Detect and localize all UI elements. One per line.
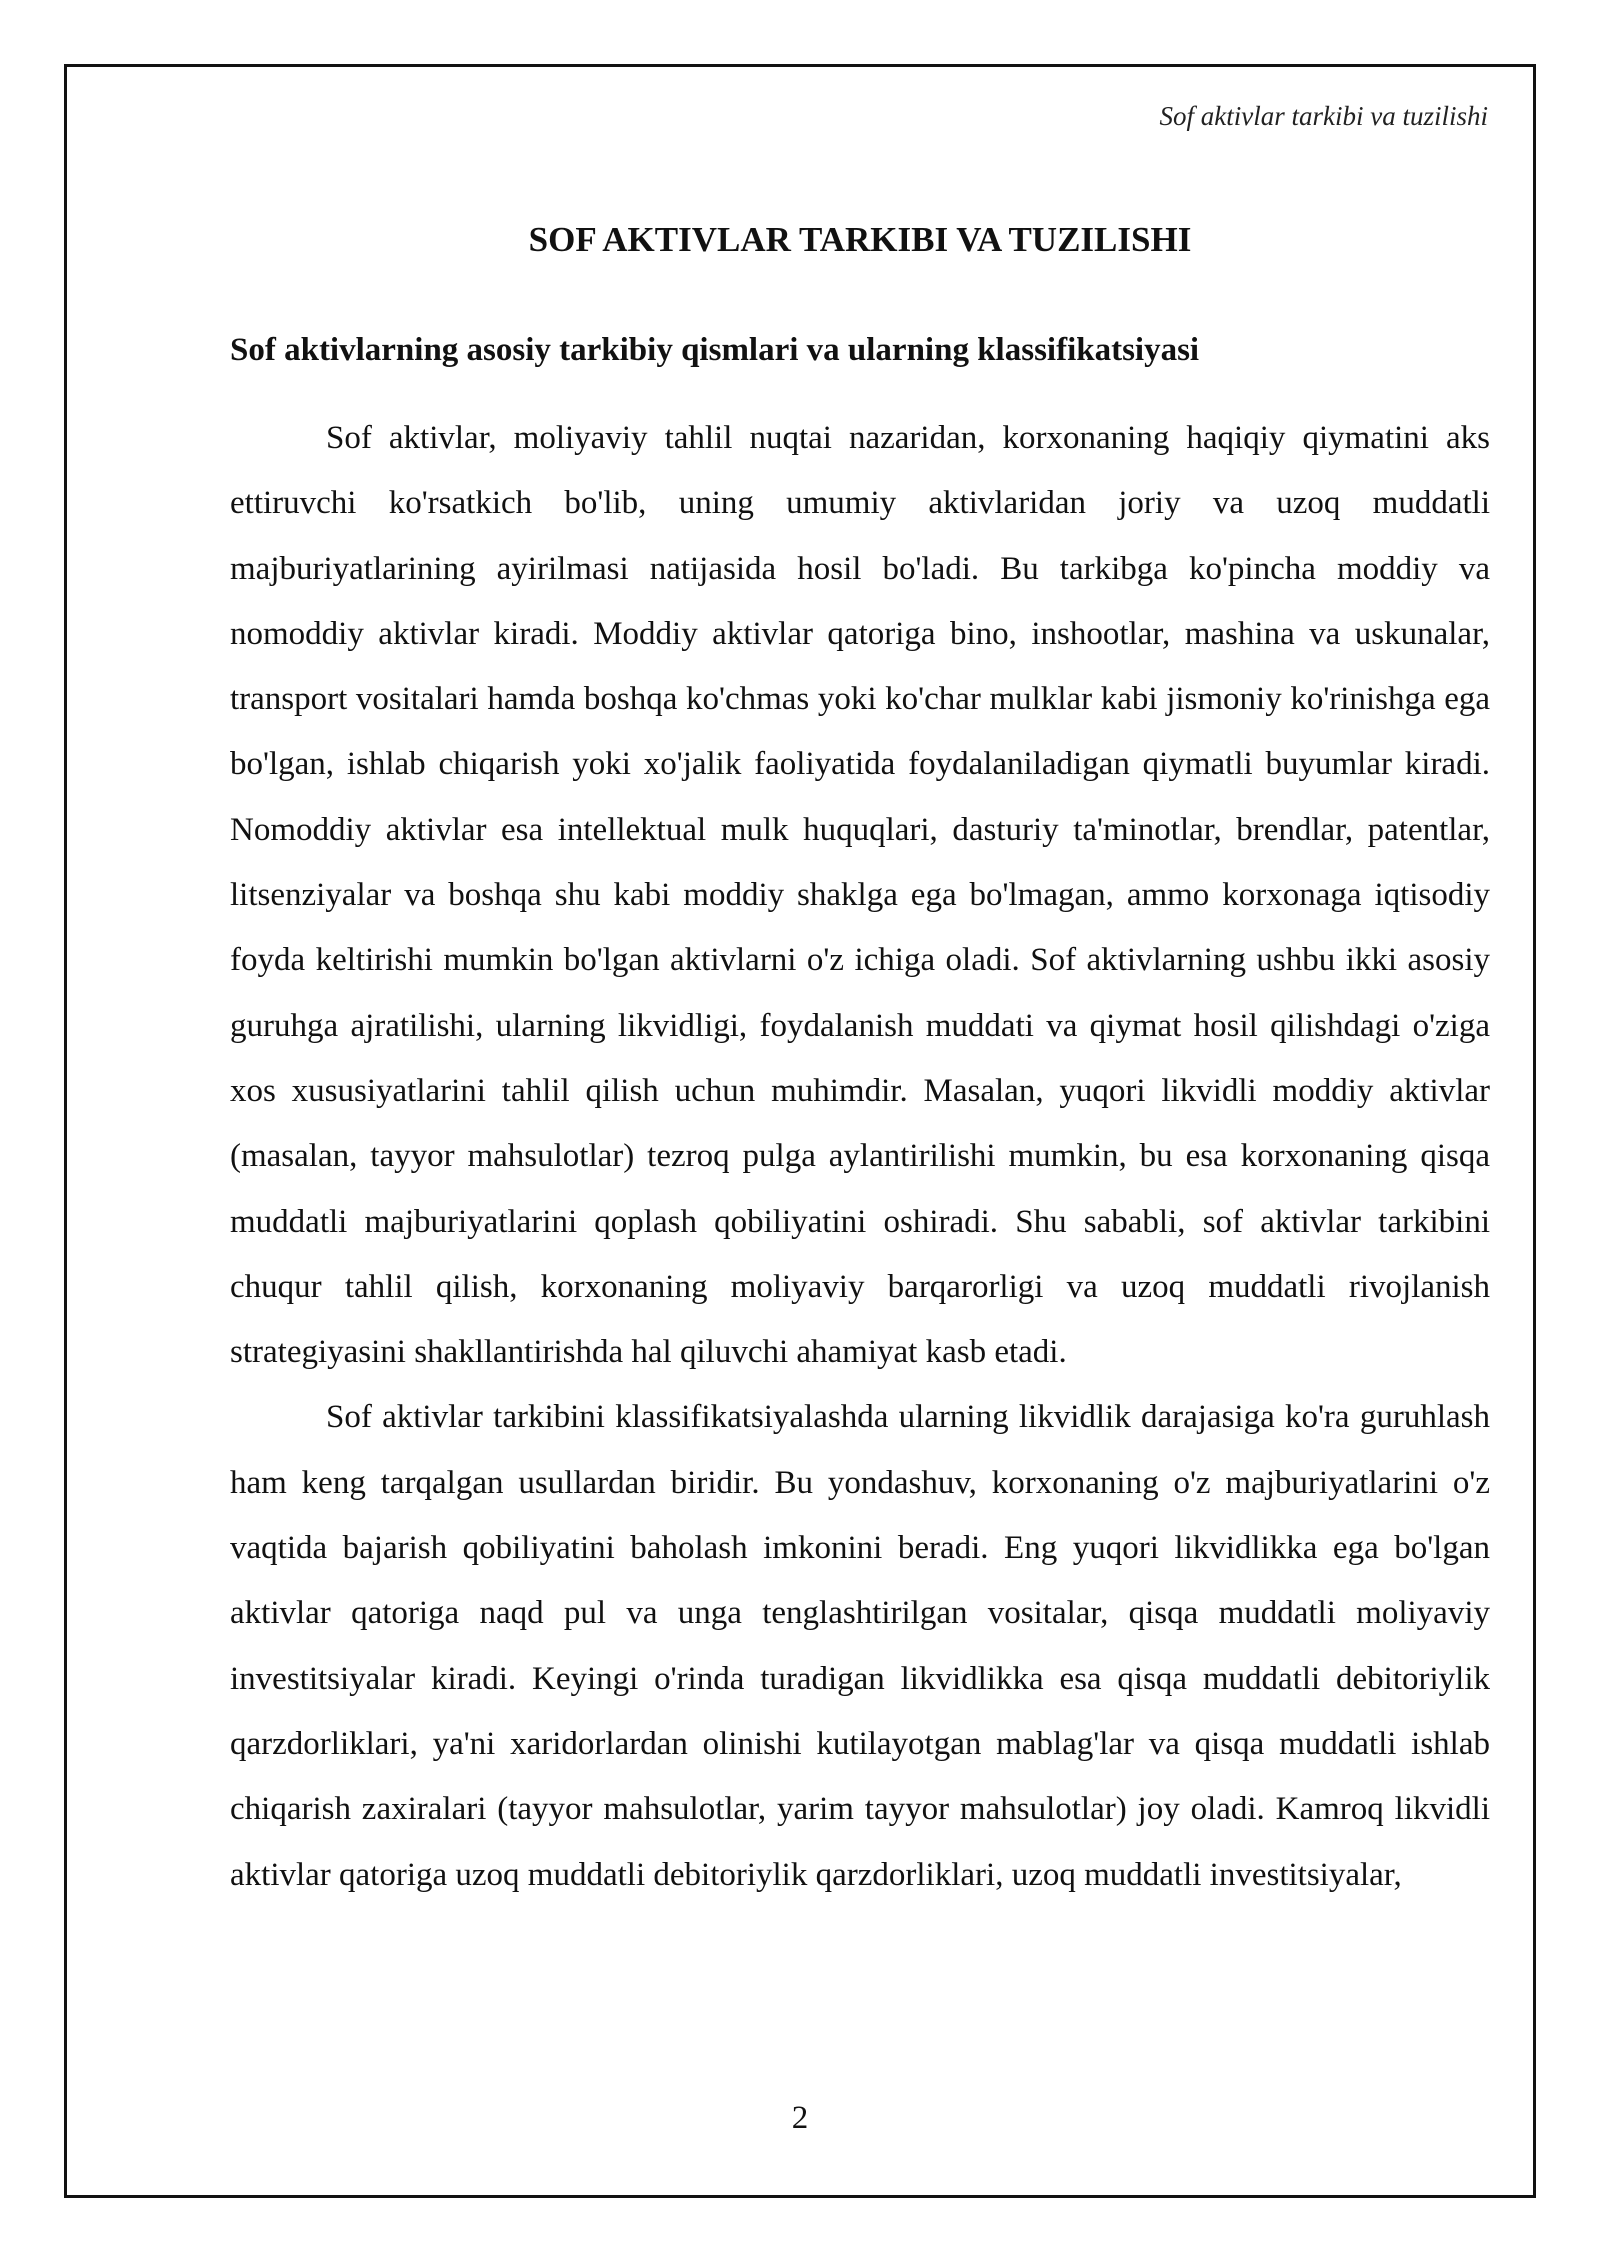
running-header: Sof aktivlar tarkibi va tuzilishi (1159, 101, 1488, 131)
section-heading: Sof aktivlarning asosiy tarkibiy qismlari va ularning klassifikatsiyasi (230, 332, 1200, 368)
body-text (230, 406, 1490, 1908)
paragraph: Sof aktivlar, moliyaviy tahlil nuqtai nazaridan, korxonaning haqiqiy qiymatini aks ettiruvchi ko'rsatkich bo'lib, uning umumiy aktivlaridan joriy va uzoq muddatli majburiyatlarining ayirilmasi natijasida hosil bo'ladi. Bu tarkibga ko'pincha moddiy va nomoddiy aktivlar kiradi. Moddiy aktivlar qatoriga bino, inshootlar, mashina va uskunalar, transport vositalari hamda boshqa ko'chmas yoki ko'char mulklar kabi jismoniy ko'rinishga ega bo'lgan, ishlab chiqarish yoki xo'jalik faoliyatida foydalaniladigan qiymatli buyumlar kiradi. Nomoddiy aktivlar esa intellektual mulk huquqlari, dasturiy ta'minotlar, brendlar, patentlar, litsenziyalar va boshqa shu kabi moddiy shaklga ega bo'lmagan, ammo korxonaga iqtisodiy foyda keltirishi mumkin bo'lgan aktivlarni o'z ichiga oladi. Sof aktivlarning ushbu ikki asosiy guruhga ajratilishi, ularning likvidligi, foydalanish muddati va qiymat hosil qilishdagi o'ziga xos xususiyatlarini tahlil qilish uchun muhimdir. Masalan, yuqori likvidli moddiy aktivlar (masalan, tayyor mahsulotlar) tezroq pulga aylantirilishi mumkin, bu esa korxonaning qisqa muddatli majburiyatlarini qoplash qobiliyatini oshiradi. Shu sababli, sof aktivlar tarkibini chuqur tahlil qilish, korxonaning moliyaviy barqarorligi va uzoq muddatli rivojlanish strategiyasini shakllantirishda hal qiluvchi ahamiyat kasb etadi. (230, 420, 1490, 1371)
document-title: SOF AKTIVLAR TARKIBI VA TUZILISHI (528, 220, 1192, 259)
page-number: 2 (791, 2100, 809, 2136)
paragraph: Sof aktivlar tarkibini klassifikatsiyalashda ularning likvidlik darajasiga ko'ra guruhlash ham keng tarqalgan usullardan biridir. Bu yondashuv, korxonaning o'z majburiyatlarini o'z vaqtida bajarish qobiliyatini baholash imkonini beradi. Eng yuqori likvidlikka ega bo'lgan aktivlar qatoriga naqd pul va unga tenglashtirilgan vositalar, qisqa muddatli moliyaviy investitsiyalar kiradi. Keyingi o'rinda turadigan likvidlikka esa qisqa muddatli debitoriylik qarzdorliklari, ya'ni xaridorlardan olinishi kutilayotgan mablag'lar va qisqa muddatli ishlab chiqarish zaxiralari (tayyor mahsulotlar, yarim tayyor mahsulotlar) joy oladi. Kamroq likvidli aktivlar qatoriga uzoq muddatli debitoriylik qarzdorliklari, uzoq muddatli investitsiyalar, (230, 1399, 1490, 1893)
